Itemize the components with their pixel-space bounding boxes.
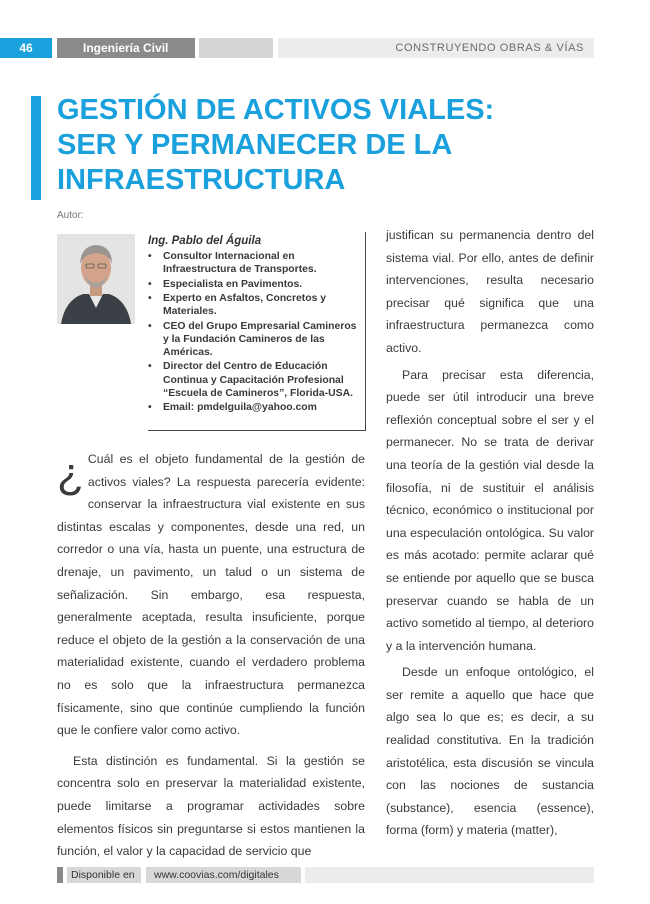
bio-item: • CEO del Grupo Empresarial Camineros y la Fundación Camineros de las Américas. bbox=[148, 320, 357, 358]
bio-item: • Consultor Internacional en Infraestructura de Transportes. bbox=[148, 251, 317, 276]
paragraph bbox=[57, 448, 365, 742]
bio-item-text: Email: pmdelguila@yahoo.com bbox=[163, 402, 317, 414]
article-title bbox=[57, 93, 597, 198]
bio-item-text: CEO del Grupo Empresarial Camineros y la Fundación Camineros de las Américas. bbox=[163, 320, 357, 358]
author-portrait-image bbox=[57, 234, 135, 324]
article-column-right bbox=[386, 224, 594, 842]
header-divider-block bbox=[199, 38, 273, 58]
paragraph-text: Cuál es el objeto fundamental de la gestión de activos viales? La respuesta parecería evidente: conservar la infraestructura vial existente en sus distintas escalas y componentes, desde una red, un corredor o una vía, hasta un puente, una estructura de drenaje, un pavimento, un talud o un sistema de señalización. Sin embargo, esa respuesta, generalmente aceptada, resulta insuficiente, porque reduce el objeto de la gestión a la conservación de una materialidad existente, cuando el verdadero problema no es solo que la infraestructura permanezca físicamente, sino que continúe cumpliendo la función que le confiere valor como activo. bbox=[57, 452, 365, 738]
bio-item-text: Especialista en Pavimentos. bbox=[163, 278, 303, 290]
bio-item-email[interactable]: • Email: pmdelguila@yahoo.com bbox=[148, 402, 317, 414]
drop-cap: ¿ bbox=[57, 449, 84, 498]
author-photo bbox=[57, 234, 135, 324]
footer-url-link[interactable]: www.coovias.com/digitales bbox=[146, 867, 301, 883]
magazine-name: CONSTRUYENDO OBRAS & VÍAS bbox=[278, 38, 594, 58]
bio-item: • Experto en Asfaltos, Concretos y Materiales. bbox=[148, 292, 327, 318]
author-name: Ing. Pablo del Águila bbox=[148, 235, 262, 247]
page-number: 46 bbox=[0, 38, 52, 58]
article-column-left bbox=[57, 448, 365, 863]
title-line: SER Y PERMANECER DE LA bbox=[57, 129, 453, 161]
section-label: Ingeniería Civil bbox=[57, 38, 195, 58]
bio-item-text: Experto en Asfaltos, Concretos y Materiales. bbox=[163, 292, 327, 318]
bio-item-text: Consultor Internacional en Infraestructura de Transportes. bbox=[163, 251, 317, 276]
paragraph: Esta distinción es fundamental. Si la gestión se concentra solo en preservar la materialidad existente, puede limitarse a programar actividades sobre elementos físicos sin preguntarse si estos mantienen la función, el valor y la capacidad de servicio que bbox=[57, 753, 365, 859]
title-accent-bar bbox=[31, 96, 41, 200]
paragraph: Para precisar esta diferencia, puede ser útil introducir una breve reflexión conceptual sobre el ser y el permanecer. No se trata de derivar una teoría de la gestión vial desde la filosofía, ni de sustituir el análisis técnico, económico o institucional por una especulación ontológica. Su valor es más acotado: permite aclarar qué se entiende por aquello que se busca preservar cuando se habla de un activo sometido al tiempo, al deterioro y a la intervención humana. bbox=[386, 367, 594, 653]
bio-item-text: Director del Centro de Educación Continua y Capacitación Profesional “Escuela de Camineros”, Florida-USA. bbox=[163, 361, 353, 399]
title-line: GESTIÓN DE ACTIVOS VIALES: bbox=[57, 94, 495, 126]
footer-marker bbox=[57, 867, 63, 883]
footer-label: Disponible en bbox=[67, 867, 141, 883]
paragraph: justifican su permanencia dentro del sistema vial. Por ello, antes de definir intervenciones, resulta necesario precisar qué significa que una infraestructura permanezca como activo. bbox=[386, 228, 594, 355]
author-box-border-right bbox=[365, 232, 366, 431]
title-line: INFRAESTRUCTURA bbox=[57, 164, 346, 196]
author-label: Autor: bbox=[57, 210, 84, 221]
bio-item: • Especialista en Pavimentos. bbox=[148, 278, 303, 290]
paragraph: Desde un enfoque ontológico, el ser remite a aquello que hace que algo sea lo que es; es decir, a su realidad constitutiva. En la tradición aristotélica, esta discusión se vincula con las nociones de sustancia (substance), esencia (essence), forma (form) y materia (matter), bbox=[386, 665, 594, 838]
author-bio-list bbox=[148, 250, 360, 416]
bio-item: • Director del Centro de Educación Continua y Capacitación Profesional “Escuela de Camineros”, Florida-USA. bbox=[148, 361, 353, 399]
footer-bar bbox=[305, 867, 594, 883]
author-box-border-bottom bbox=[148, 430, 366, 431]
